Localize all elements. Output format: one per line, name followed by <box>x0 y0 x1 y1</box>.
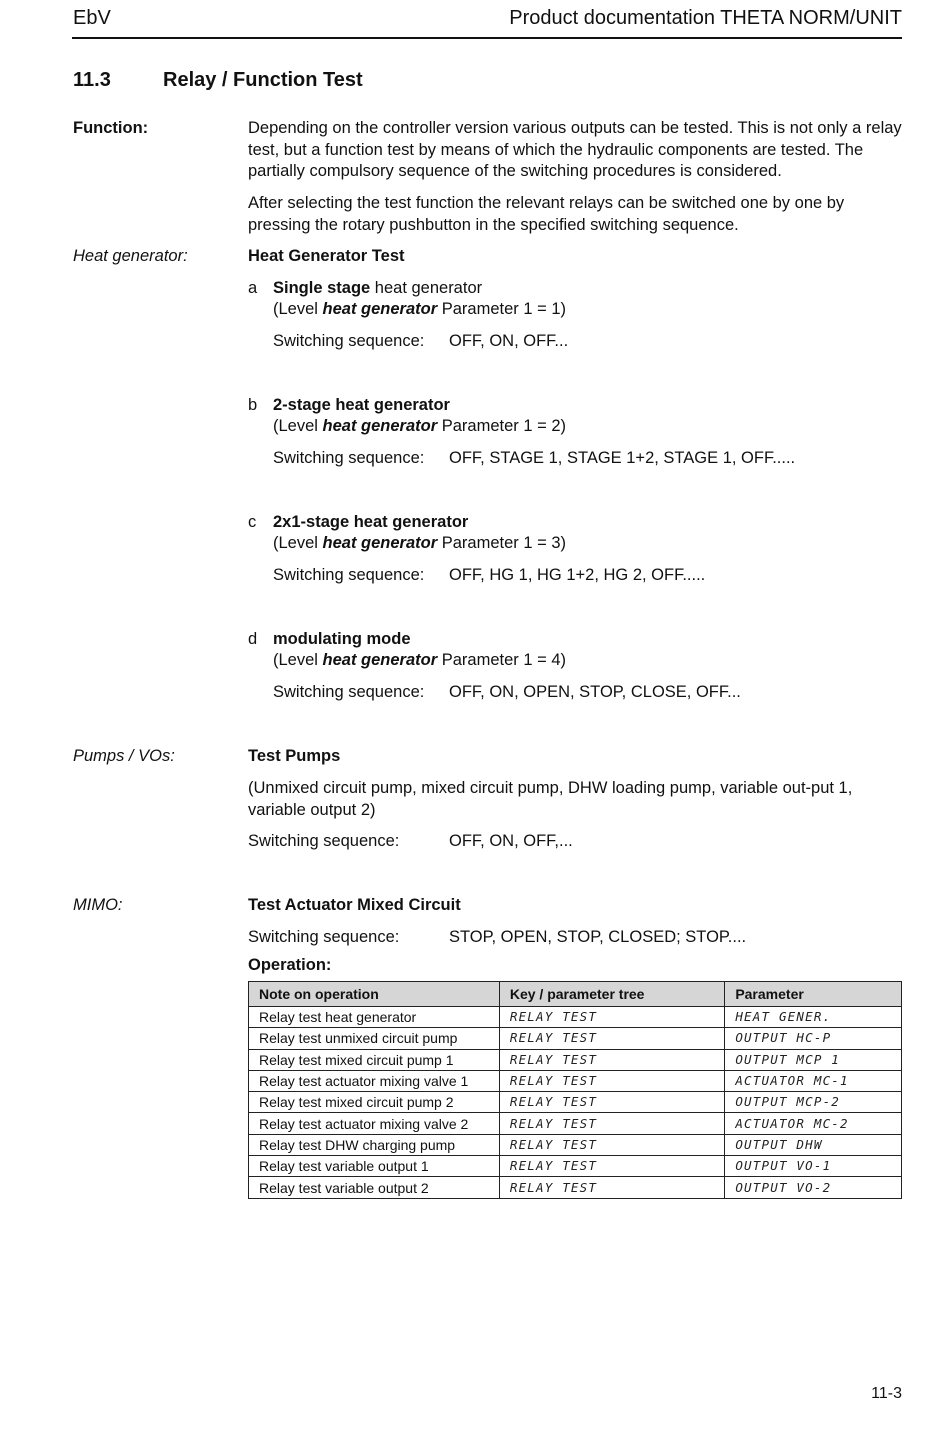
item-b-title: 2-stage heat generator <box>273 396 450 414</box>
key-cell: RELAY TEST <box>499 1092 724 1113</box>
mimo-sequence: STOP, OPEN, STOP, CLOSED; STOP.... <box>449 928 747 946</box>
table-row <box>249 1156 902 1177</box>
header-divider <box>72 37 902 39</box>
note-cell: Relay test variable output 2 <box>249 1177 500 1198</box>
parameter-cell: OUTPUT VO-2 <box>725 1177 902 1198</box>
table-row <box>249 1134 902 1155</box>
pumps-seq-label: Switching sequence: <box>248 832 400 850</box>
item-a-title: Single stage heat generator <box>273 279 483 297</box>
note-cell: Relay test mixed circuit pump 1 <box>249 1049 500 1070</box>
note-cell: Relay test actuator mixing valve 2 <box>249 1113 500 1134</box>
page-number: 11-3 <box>871 1385 902 1402</box>
key-cell: RELAY TEST <box>499 1028 724 1049</box>
item-d-letter: d <box>248 630 258 648</box>
section-title: Relay / Function Test <box>163 69 363 91</box>
note-cell: Relay test DHW charging pump <box>249 1134 500 1155</box>
parameter-cell: OUTPUT DHW <box>725 1134 902 1155</box>
item-b-seq-label: Switching sequence: <box>273 449 425 467</box>
item-c-sequence: OFF, HG 1, HG 1+2, HG 2, OFF..... <box>449 566 706 584</box>
section-number: 11.3 <box>73 69 111 91</box>
parameter-cell: OUTPUT VO-1 <box>725 1156 902 1177</box>
key-cell: RELAY TEST <box>499 1007 724 1028</box>
pumps-label: Pumps / VOs: <box>73 747 175 765</box>
item-d-title: modulating mode <box>273 630 411 648</box>
item-c-seq-label: Switching sequence: <box>273 566 425 584</box>
table-row <box>249 1092 902 1113</box>
function-paragraph-1: Depending on the controller version various outputs can be tested. This is not only a relay test, but a function test by means of which the hydraulic components are tested. The partially compulsory sequence of the switching procedures is considered. <box>248 119 902 180</box>
operation-label: Operation: <box>248 956 332 974</box>
item-c-title: 2x1-stage heat generator <box>273 513 469 531</box>
parameter-cell: ACTUATOR MC-1 <box>725 1070 902 1091</box>
note-cell: Relay test heat generator <box>249 1007 500 1028</box>
col-header-note: Note on operation <box>249 982 500 1007</box>
parameter-cell: ACTUATOR MC-2 <box>725 1113 902 1134</box>
header-doc-title: Product documentation THETA NORM/UNIT <box>509 7 902 29</box>
item-b-sequence: OFF, STAGE 1, STAGE 1+2, STAGE 1, OFF..... <box>449 449 796 467</box>
key-cell: RELAY TEST <box>499 1049 724 1070</box>
item-d-level: (Level heat generator Parameter 1 = 4) <box>273 651 567 669</box>
item-b-letter: b <box>248 396 258 414</box>
table-row <box>249 1007 902 1028</box>
col-header-parameter: Parameter <box>725 982 902 1007</box>
item-c-letter: c <box>248 513 257 531</box>
parameter-cell: OUTPUT MCP 1 <box>725 1049 902 1070</box>
col-header-key: Key / parameter tree <box>499 982 724 1007</box>
parameter-cell: OUTPUT MCP-2 <box>725 1092 902 1113</box>
table-header-row <box>249 982 902 1007</box>
key-cell: RELAY TEST <box>499 1070 724 1091</box>
parameter-cell: HEAT GENER. <box>725 1007 902 1028</box>
item-a-letter: a <box>248 279 258 297</box>
note-cell: Relay test variable output 1 <box>249 1156 500 1177</box>
heat-generator-label: Heat generator: <box>73 247 188 265</box>
table-row <box>249 1113 902 1134</box>
mimo-heading: Test Actuator Mixed Circuit <box>248 896 461 914</box>
parameter-cell: OUTPUT HC-P <box>725 1028 902 1049</box>
pumps-sequence: OFF, ON, OFF,... <box>449 832 573 850</box>
table-row <box>249 1070 902 1091</box>
table-row <box>249 1177 902 1198</box>
note-cell: Relay test mixed circuit pump 2 <box>249 1092 500 1113</box>
item-c-level: (Level heat generator Parameter 1 = 3) <box>273 534 567 552</box>
mimo-seq-label: Switching sequence: <box>248 928 400 946</box>
item-a-level: (Level heat generator Parameter 1 = 1) <box>273 300 567 318</box>
key-cell: RELAY TEST <box>499 1113 724 1134</box>
pumps-heading: Test Pumps <box>248 747 341 765</box>
item-d-seq-label: Switching sequence: <box>273 683 425 701</box>
note-cell: Relay test unmixed circuit pump <box>249 1028 500 1049</box>
item-a-seq-label: Switching sequence: <box>273 332 425 350</box>
item-d-sequence: OFF, ON, OPEN, STOP, CLOSE, OFF... <box>449 683 741 701</box>
key-cell: RELAY TEST <box>499 1156 724 1177</box>
table-row <box>249 1049 902 1070</box>
pumps-description: (Unmixed circuit pump, mixed circuit pump, DHW loading pump, variable out-put 1, variable output 2) <box>248 779 853 819</box>
key-cell: RELAY TEST <box>499 1134 724 1155</box>
note-cell: Relay test actuator mixing valve 1 <box>249 1070 500 1091</box>
function-paragraph-2: After selecting the test function the relevant relays can be switched one by one by pressing the rotary pushbutton in the specified switching sequence. <box>248 194 845 234</box>
heat-generator-heading: Heat Generator Test <box>248 247 405 265</box>
item-b-level: (Level heat generator Parameter 1 = 2) <box>273 417 567 435</box>
function-label: Function: <box>73 119 149 137</box>
key-cell: RELAY TEST <box>499 1177 724 1198</box>
table-row <box>249 1028 902 1049</box>
operation-table <box>248 981 902 1199</box>
header-company: EbV <box>73 7 111 29</box>
mimo-label: MIMO: <box>73 896 123 914</box>
item-a-sequence: OFF, ON, OFF... <box>449 332 569 350</box>
